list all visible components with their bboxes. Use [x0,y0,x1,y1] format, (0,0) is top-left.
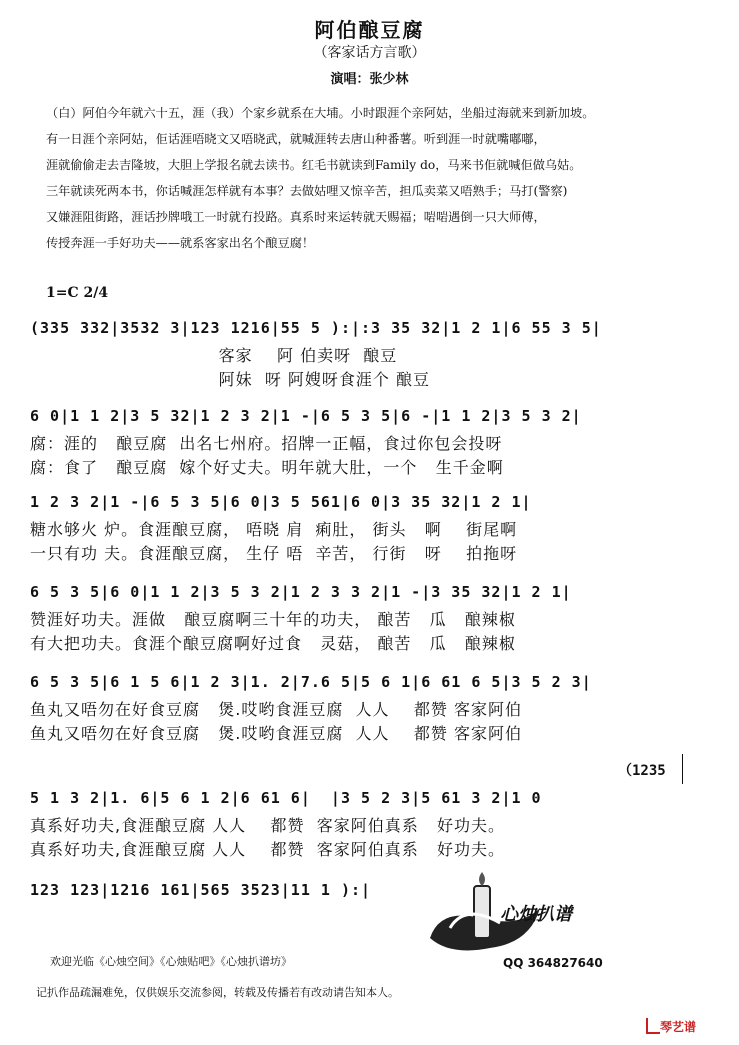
score-system [30,312,700,392]
notation-line: 123 123|1216 161|565 3523|11 1 ):| [30,881,372,899]
score-system [30,874,430,906]
intro-line: （白）阿伯今年就六十五，涯（我）个家乡就系在大埔。小时跟涯个亲阿姑，坐船过海就来到新加坡。 [46,106,595,120]
notation-line: 1 2 3 2|1 -|6 5 3 5|6 0|3 5 561|6 0|3 35 32|1 2 1| [30,493,532,511]
key-signature: 1=C 2/4 [46,285,109,301]
notation-line: 6 5 3 5|6 0|1 1 2|3 5 3 2|1 2 3 3 2|1 -|3 35 32|1 2 1| [30,583,572,601]
notation-line: 6 0|1 1 2|3 5 32|1 2 3 2|1 -|6 5 3 5|6 -|1 1 2|3 5 3 2| [30,407,582,425]
lyric-line: 有大把功夫。食涯个酿豆腐啊好过食 灵菇， 酿苦 瓜 酿辣椒 [30,634,516,653]
footer-disclaimer: 记扒作品疏漏难免，仅供娱乐交流参阅，转载及传播若有改动请告知本人。 [36,986,399,999]
score-system [30,486,700,566]
lyric-line: 真系好功夫,食涯酿豆腐 人人 都赞 客家阿伯真系 好功夫。 [30,816,505,835]
intro-line: 传授奔涯一手好功夫——就系客家出名个酿豆腐！ [46,236,315,250]
lyric-line: 糖水够火 炉。食涯酿豆腐， 唔晓 肩 痢肚， 街头 啊 街尾啊 [30,520,518,539]
ending-notes: （1235 [618,763,666,779]
notation-line: 6 5 3 5|6 1 5 6|1 2 3|1. 2|7.6 5|5 6 1|6 61 6 5|3 5 2 3| [30,673,592,691]
score-system [30,782,700,862]
lyric-line: 赞涯好功夫。涯做 酿豆腐啊三十年的功夫， 酿苦 瓜 酿辣椒 [30,610,516,629]
notation-line: (335 332|3532 3|123 1216|55 5 ):|:3 35 32|1 2 1|6 55 3 5| [30,319,602,337]
intro-line: 三年就读死两本书，你话喊涯怎样就有本事？去做姑哩又惊辛苦，担瓜卖菜又唔熟手；马打(警察) [46,184,568,198]
brand-icon [646,1018,660,1034]
footer-welcome: 欢迎光临《心烛空间》《心烛贴吧》《心烛扒谱坊》 [50,955,292,968]
intro-line: 涯就偷偷走去吉隆坡，大胆上学报名就去读书。红毛书就读到Family do，马来书佢就喊佢做乌姑。 [46,158,582,172]
lyric-line: 真系好功夫,食涯酿豆腐 人人 都赞 客家阿伯真系 好功夫。 [30,840,505,859]
lyric-line: 腐：涯的 酿豆腐 出名七州府。招牌一正幅，食过你包会投呀 [30,434,503,453]
spoken-intro [46,100,716,256]
notation-line: 5 1 3 2|1. 6|5 6 1 2|6 61 6| |3 5 2 3|5 61 3 2|1 0 [30,789,542,807]
logo-text: 心烛扒谱 [500,904,572,925]
qq-contact: QQ 364827640 [503,956,603,970]
score-system [30,666,700,746]
ending-barline [682,754,683,784]
intro-line: 又嫌涯阻街路，涯话抄牌哦工一时就冇投路。真系时来运转就天赐福；啱啱遇倒一只大师傅， [46,210,546,224]
song-subtitle: （客家话方言歌） [313,45,426,61]
lyric-line: 阿妹 呀 阿嫂呀食涯个 酿豆 [30,370,431,389]
brand-watermark: 琴艺谱 [660,1020,697,1034]
intro-line: 有一日涯个亲阿姑，佢话涯唔晓文又唔晓武，就喊涯转去唐山种番薯。听到涯一时就嘴嘟嘟， [46,132,546,146]
lyric-line: 鱼丸又唔勿在好食豆腐 煲.哎哟食涯豆腐 人人 都赞 客家阿伯 [30,700,522,719]
lyric-line: 腐：食了 酿豆腐 嫁个好丈夫。明年就大肚，一个 生千金啊 [30,458,504,477]
song-title: 阿伯酿豆腐 [314,18,425,42]
lyric-line: 一只有功 夫。食涯酿豆腐， 生仔 唔 辛苦， 行街 呀 拍拖呀 [30,544,518,563]
lyric-line: 鱼丸又唔勿在好食豆腐 煲.哎哟食涯豆腐 人人 都赞 客家阿伯 [30,724,522,743]
lyric-line: 客家 阿 伯卖呀 酿豆 [30,346,398,365]
score-system [30,400,700,480]
score-system [30,576,700,656]
singer-credit: 演唱：张少林 [330,72,409,87]
